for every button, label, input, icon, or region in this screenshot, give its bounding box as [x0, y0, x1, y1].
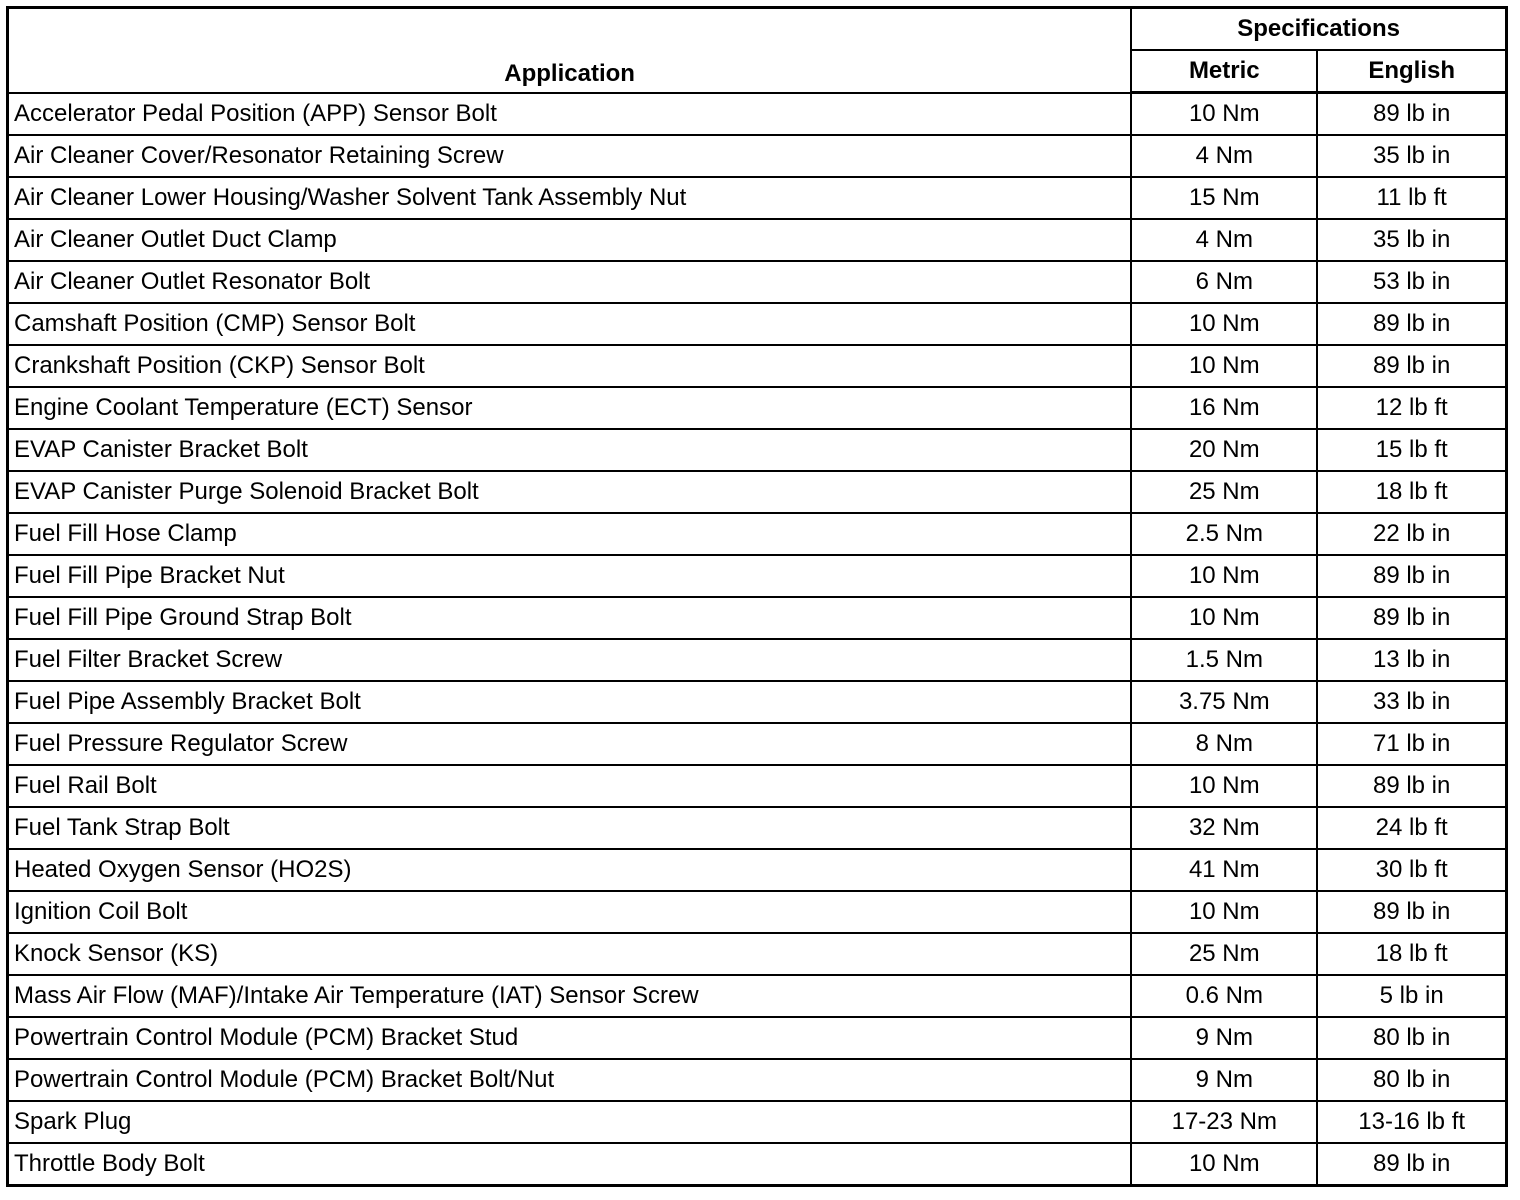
cell-metric: 1.5 Nm — [1131, 639, 1317, 681]
cell-application: Spark Plug — [8, 1101, 1132, 1143]
cell-metric: 10 Nm — [1131, 345, 1317, 387]
cell-english: 35 lb in — [1317, 219, 1506, 261]
table-row — [8, 471, 1507, 513]
fastener-specifications-table — [6, 6, 1508, 1187]
cell-english: 89 lb in — [1317, 303, 1506, 345]
header-specifications: Specifications — [1131, 8, 1506, 51]
table-row — [8, 219, 1507, 261]
cell-english: 5 lb in — [1317, 975, 1506, 1017]
cell-metric: 9 Nm — [1131, 1059, 1317, 1101]
cell-english: 89 lb in — [1317, 93, 1506, 136]
table-row — [8, 345, 1507, 387]
cell-application: Knock Sensor (KS) — [8, 933, 1132, 975]
table-row — [8, 849, 1507, 891]
table-row — [8, 387, 1507, 429]
table-row — [8, 135, 1507, 177]
table-row — [8, 177, 1507, 219]
table-row — [8, 1017, 1507, 1059]
cell-application: Engine Coolant Temperature (ECT) Sensor — [8, 387, 1132, 429]
cell-metric: 0.6 Nm — [1131, 975, 1317, 1017]
cell-metric: 3.75 Nm — [1131, 681, 1317, 723]
table-row — [8, 807, 1507, 849]
cell-english: 89 lb in — [1317, 765, 1506, 807]
cell-metric: 41 Nm — [1131, 849, 1317, 891]
table-row — [8, 1101, 1507, 1143]
cell-application: Heated Oxygen Sensor (HO2S) — [8, 849, 1132, 891]
cell-application: Throttle Body Bolt — [8, 1143, 1132, 1186]
cell-application: Air Cleaner Outlet Resonator Bolt — [8, 261, 1132, 303]
cell-english: 71 lb in — [1317, 723, 1506, 765]
cell-application: Mass Air Flow (MAF)/Intake Air Temperature (IAT) Sensor Screw — [8, 975, 1132, 1017]
cell-english: 11 lb ft — [1317, 177, 1506, 219]
cell-metric: 25 Nm — [1131, 933, 1317, 975]
cell-english: 33 lb in — [1317, 681, 1506, 723]
cell-metric: 4 Nm — [1131, 135, 1317, 177]
header-application: Application — [8, 8, 1132, 93]
cell-metric: 4 Nm — [1131, 219, 1317, 261]
cell-english: 12 lb ft — [1317, 387, 1506, 429]
table-row — [8, 303, 1507, 345]
cell-application: EVAP Canister Purge Solenoid Bracket Bolt — [8, 471, 1132, 513]
cell-english: 30 lb ft — [1317, 849, 1506, 891]
table-row — [8, 597, 1507, 639]
cell-metric: 25 Nm — [1131, 471, 1317, 513]
cell-metric: 10 Nm — [1131, 93, 1317, 136]
cell-english: 89 lb in — [1317, 555, 1506, 597]
cell-application: Fuel Filter Bracket Screw — [8, 639, 1132, 681]
cell-english: 15 lb ft — [1317, 429, 1506, 471]
cell-application: Powertrain Control Module (PCM) Bracket Stud — [8, 1017, 1132, 1059]
cell-application: Fuel Pipe Assembly Bracket Bolt — [8, 681, 1132, 723]
cell-application: Fuel Fill Pipe Ground Strap Bolt — [8, 597, 1132, 639]
cell-english: 80 lb in — [1317, 1017, 1506, 1059]
cell-application: Fuel Fill Hose Clamp — [8, 513, 1132, 555]
cell-english: 24 lb ft — [1317, 807, 1506, 849]
cell-application: Air Cleaner Cover/Resonator Retaining Screw — [8, 135, 1132, 177]
cell-metric: 10 Nm — [1131, 1143, 1317, 1186]
table-row — [8, 1143, 1507, 1186]
cell-english: 13 lb in — [1317, 639, 1506, 681]
header-metric: Metric — [1131, 50, 1317, 93]
cell-english: 18 lb ft — [1317, 933, 1506, 975]
cell-english: 35 lb in — [1317, 135, 1506, 177]
cell-application: Fuel Rail Bolt — [8, 765, 1132, 807]
cell-application: Crankshaft Position (CKP) Sensor Bolt — [8, 345, 1132, 387]
table-row — [8, 975, 1507, 1017]
table-row — [8, 891, 1507, 933]
table-row — [8, 723, 1507, 765]
table-row — [8, 765, 1507, 807]
cell-application: Powertrain Control Module (PCM) Bracket Bolt/Nut — [8, 1059, 1132, 1101]
cell-metric: 15 Nm — [1131, 177, 1317, 219]
cell-english: 89 lb in — [1317, 1143, 1506, 1186]
table-row — [8, 429, 1507, 471]
header-english: English — [1317, 50, 1506, 93]
cell-english: 80 lb in — [1317, 1059, 1506, 1101]
cell-metric: 10 Nm — [1131, 765, 1317, 807]
cell-english: 13-16 lb ft — [1317, 1101, 1506, 1143]
cell-metric: 10 Nm — [1131, 891, 1317, 933]
table-header — [8, 8, 1507, 93]
table-row — [8, 513, 1507, 555]
table-row — [8, 555, 1507, 597]
table-row — [8, 639, 1507, 681]
cell-english: 18 lb ft — [1317, 471, 1506, 513]
cell-metric: 20 Nm — [1131, 429, 1317, 471]
cell-metric: 8 Nm — [1131, 723, 1317, 765]
cell-metric: 32 Nm — [1131, 807, 1317, 849]
cell-metric: 17-23 Nm — [1131, 1101, 1317, 1143]
cell-application: Camshaft Position (CMP) Sensor Bolt — [8, 303, 1132, 345]
cell-metric: 9 Nm — [1131, 1017, 1317, 1059]
cell-metric: 10 Nm — [1131, 555, 1317, 597]
cell-application: Ignition Coil Bolt — [8, 891, 1132, 933]
cell-application: Accelerator Pedal Position (APP) Sensor Bolt — [8, 93, 1132, 136]
cell-english: 89 lb in — [1317, 891, 1506, 933]
cell-metric: 10 Nm — [1131, 597, 1317, 639]
cell-english: 89 lb in — [1317, 345, 1506, 387]
cell-application: Air Cleaner Outlet Duct Clamp — [8, 219, 1132, 261]
table-row — [8, 1059, 1507, 1101]
cell-english: 89 lb in — [1317, 597, 1506, 639]
table-row — [8, 93, 1507, 136]
table-row — [8, 933, 1507, 975]
cell-metric: 6 Nm — [1131, 261, 1317, 303]
cell-application: Fuel Fill Pipe Bracket Nut — [8, 555, 1132, 597]
table-body — [8, 93, 1507, 1186]
table-row — [8, 261, 1507, 303]
cell-application: Fuel Tank Strap Bolt — [8, 807, 1132, 849]
table-row — [8, 681, 1507, 723]
cell-english: 22 lb in — [1317, 513, 1506, 555]
cell-application: Fuel Pressure Regulator Screw — [8, 723, 1132, 765]
cell-metric: 2.5 Nm — [1131, 513, 1317, 555]
cell-metric: 10 Nm — [1131, 303, 1317, 345]
cell-application: Air Cleaner Lower Housing/Washer Solvent Tank Assembly Nut — [8, 177, 1132, 219]
cell-application: EVAP Canister Bracket Bolt — [8, 429, 1132, 471]
cell-english: 53 lb in — [1317, 261, 1506, 303]
cell-metric: 16 Nm — [1131, 387, 1317, 429]
